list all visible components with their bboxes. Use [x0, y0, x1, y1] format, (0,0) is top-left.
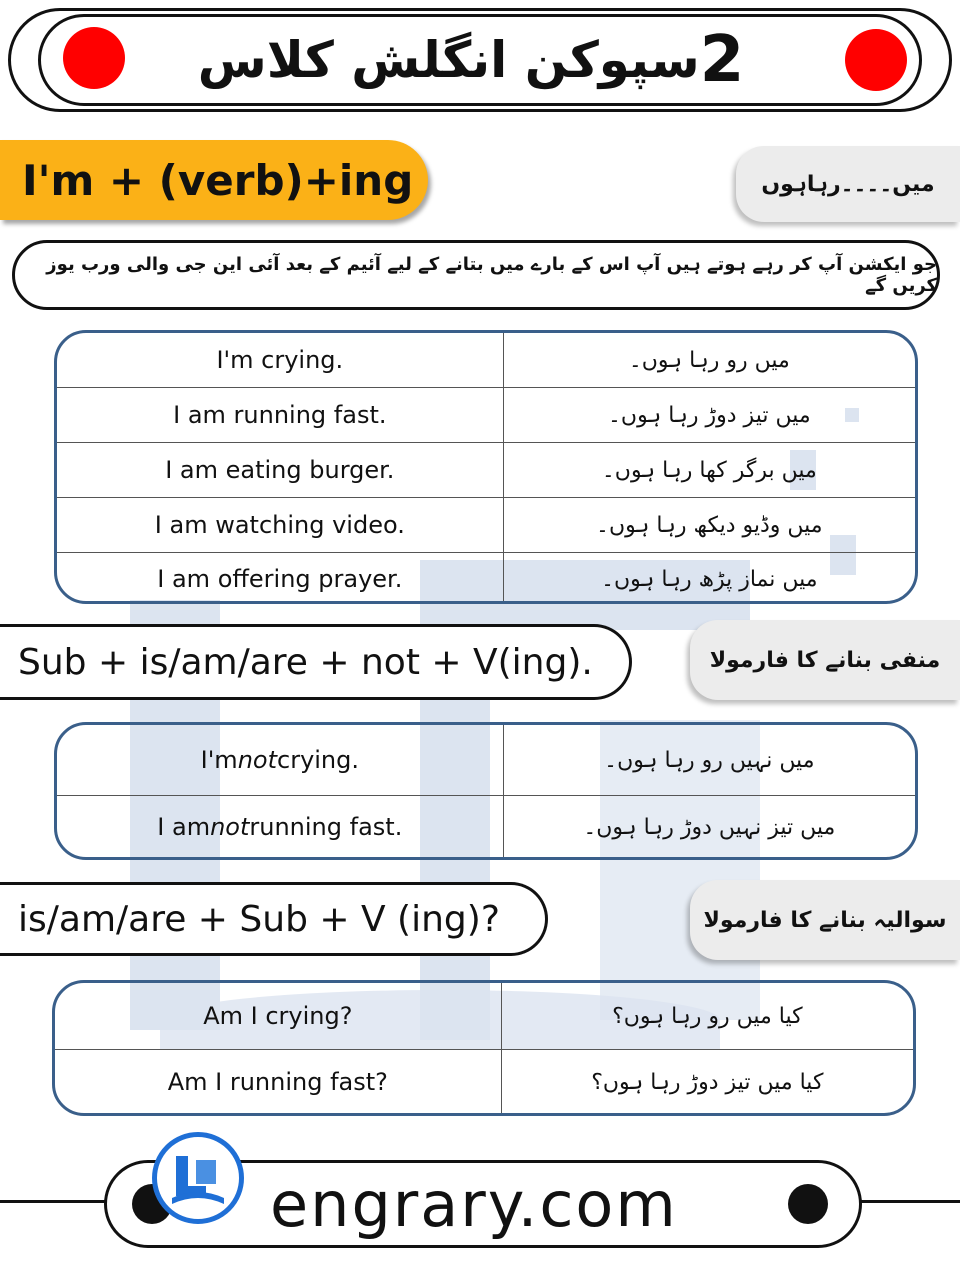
not-word: not: [210, 813, 250, 841]
english-sentence: I'm crying.: [57, 333, 504, 387]
not-word: not: [237, 746, 277, 774]
table-row: [57, 333, 915, 388]
red-dot-right: [845, 29, 907, 91]
table-row: [55, 983, 913, 1050]
english-sentence: Am I running fast?: [55, 1050, 502, 1114]
tag-negative-urdu: منفی بنانے کا فارمولا: [690, 620, 960, 700]
red-dot-left: [63, 27, 125, 89]
urdu-sentence: میں نہیں رو رہا ہوں۔: [604, 747, 815, 773]
urdu-sentence: کیا میں تیز دوڑ رہا ہوں؟: [591, 1069, 824, 1095]
website-url[interactable]: engrary.com: [270, 1167, 678, 1241]
page-title: سپوکن انگلش کلاس: [197, 31, 700, 89]
urdu-sentence: میں برگر کھا رہا ہوں۔: [601, 457, 817, 483]
table-affirmative: [54, 330, 918, 604]
tag-affirmative-urdu: میں۔۔۔۔رہاہوں: [736, 146, 960, 222]
engrary-logo-icon: [152, 1132, 244, 1224]
english-sentence: I am eating burger.: [57, 443, 504, 497]
table-row: [57, 388, 915, 443]
urdu-sentence: میں نماز پڑھ رہا ہوں۔: [601, 566, 818, 592]
sentence-start: I am: [157, 813, 211, 841]
urdu-sentence: میں رو رہا ہوں۔: [628, 347, 790, 373]
english-sentence: Am I crying?: [55, 983, 502, 1049]
urdu-sentence: میں تیز دوڑ رہا ہوں۔: [608, 402, 811, 428]
english-sentence: I am running fast.: [57, 388, 504, 442]
sentence-end: crying.: [277, 746, 360, 774]
table-row: [57, 443, 915, 498]
formula-affirmative: I'm + (verb)+ing: [0, 140, 428, 220]
english-sentence: I am watching video.: [57, 498, 504, 552]
table-row: [57, 725, 915, 796]
sentence-end: running fast.: [249, 813, 403, 841]
table-row: [55, 1050, 913, 1114]
formula-question: is/am/are + Sub + V (ing)?: [0, 882, 548, 956]
urdu-sentence: میں وڈیو دیکھ رہا ہوں۔: [596, 512, 823, 538]
english-sentence: I am offering prayer.: [57, 553, 504, 604]
sentence-start: I'm: [200, 746, 238, 774]
english-sentence: [57, 725, 504, 795]
table-question: [52, 980, 916, 1116]
class-number: 2: [699, 23, 745, 97]
english-sentence: [57, 796, 504, 858]
tag-question-urdu: سوالیہ بنانے کا فارمولا: [690, 880, 960, 960]
urdu-sentence: کیا میں رو رہا ہوں؟: [612, 1003, 803, 1029]
table-row: [57, 796, 915, 858]
table-row: [57, 498, 915, 553]
formula-negative: Sub + is/am/are + not + V(ing).: [0, 624, 632, 700]
urdu-sentence: میں تیز نہیں دوڑ رہا ہوں۔: [583, 814, 836, 840]
title-banner: [38, 14, 922, 106]
description-bubble: جو ایکشن آپ کر رہے ہوتے ہیں آپ اس کے بارے میں بتانے کے لیے آئیم کے بعد آئی این جی والی ورب یوز کریں گے: [12, 240, 940, 310]
table-negative: [54, 722, 918, 860]
table-row: [57, 553, 915, 604]
